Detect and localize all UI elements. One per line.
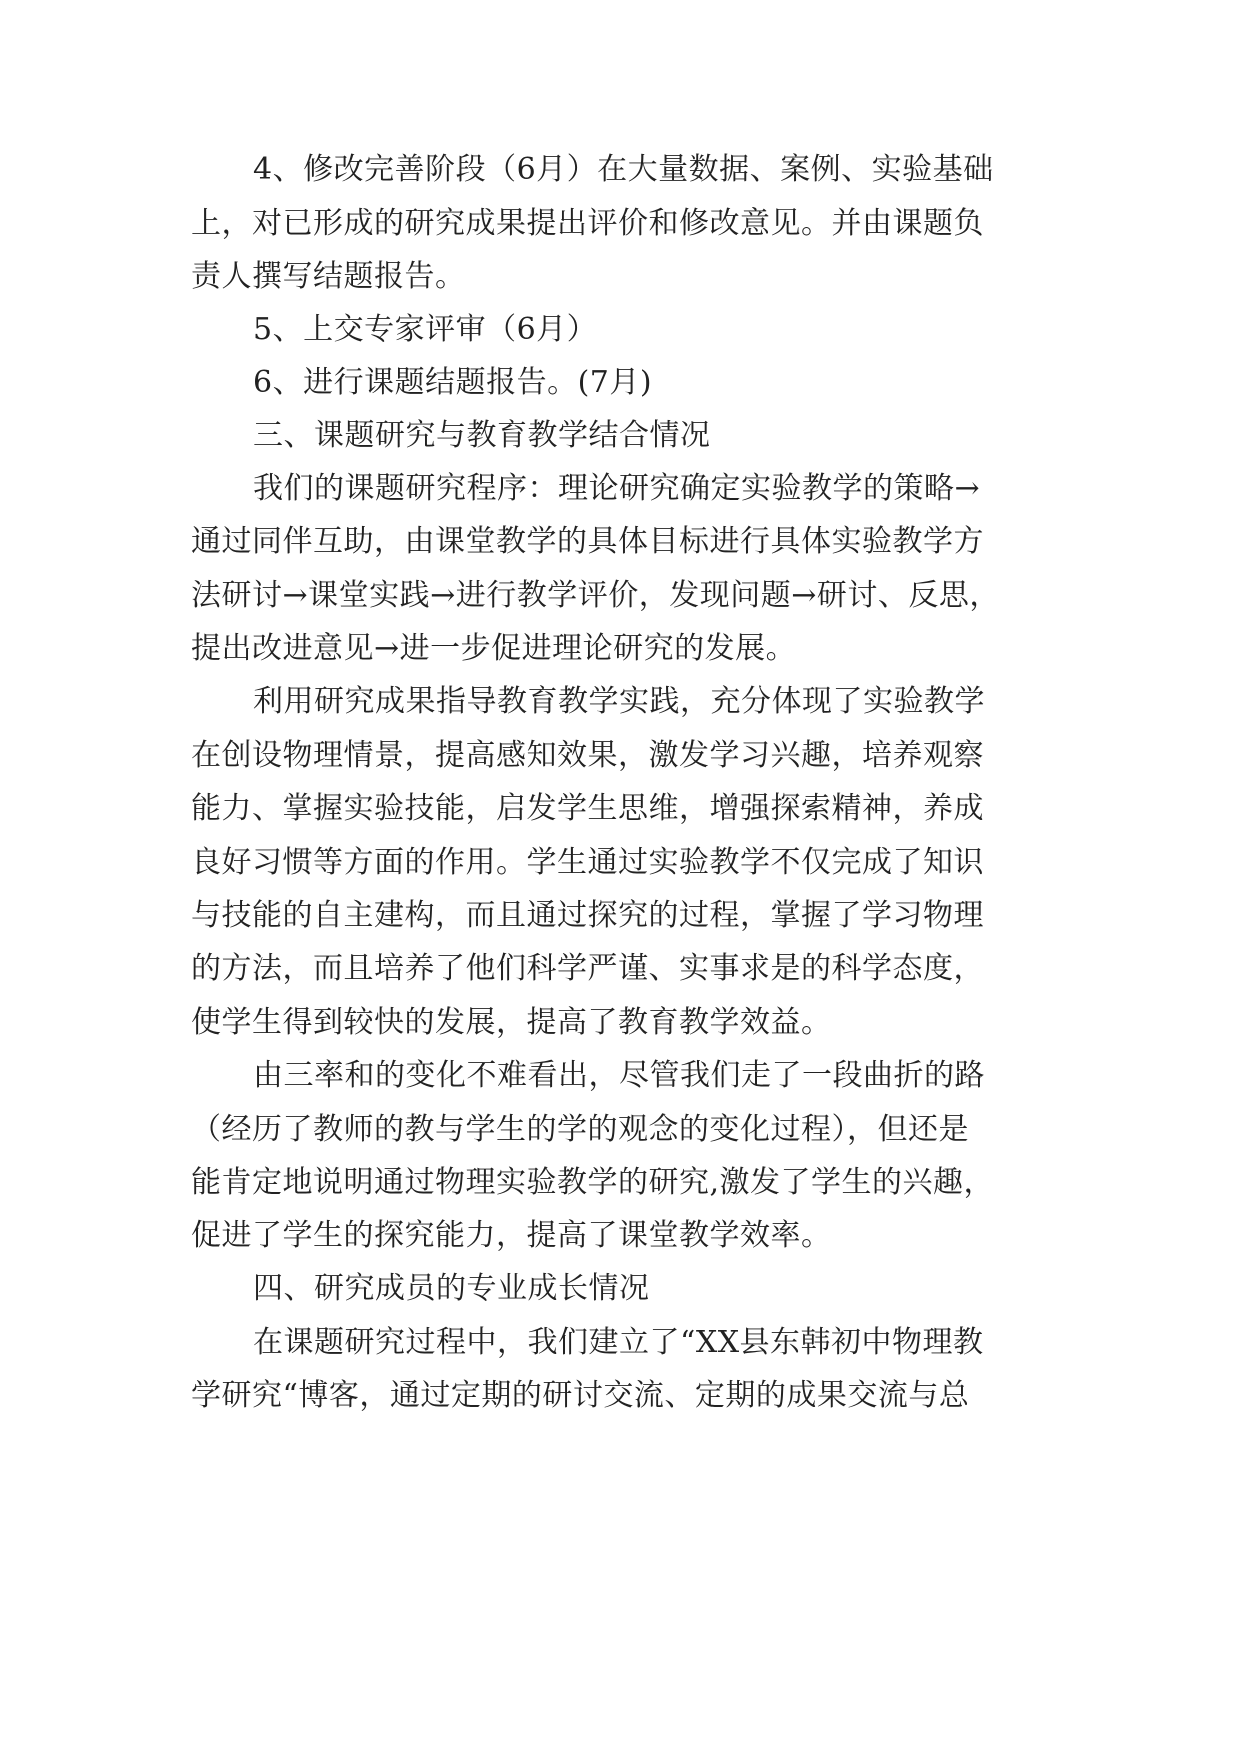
text-line: 6、进行课题结题报告。(7月) (253, 365, 653, 400)
text-line: 通过同伴互助，由课堂教学的具体目标进行具体实验教学方 (191, 524, 984, 559)
text-line: 提出改进意见→进一步促进理论研究的发展。 (191, 631, 797, 666)
text-line: 促进了学生的探究能力，提高了课堂教学效率。 (191, 1218, 832, 1253)
text-line: 的方法，而且培养了他们科学严谨、实事求是的科学态度， (191, 951, 984, 986)
text-line: 与技能的自主建构，而且通过探究的过程，掌握了学习物理 (191, 898, 984, 933)
text-line: 学研究“博客，通过定期的研讨交流、定期的成果交流与总 (191, 1378, 970, 1413)
text-line: 5、上交专家评审（6月） (253, 312, 598, 347)
text-line: 我们的课题研究程序：理论研究确定实验教学的策略→ (253, 471, 981, 506)
text-line: 上，对已形成的研究成果提出评价和修改意见。并由课题负 (191, 206, 984, 241)
text-line: 4、修改完善阶段（6月）在大量数据、案例、实验基础 (253, 152, 994, 187)
text-line: （经历了教师的教与学生的学的观念的变化过程），但还是 (191, 1112, 969, 1147)
text-line: 在创设物理情景，提高感知效果，激发学习兴趣，培养观察 (191, 738, 984, 773)
text-line: 能力、掌握实验技能，启发学生思维，增强探索精神，养成 (191, 791, 984, 826)
text-line: 使学生得到较快的发展，提高了教育教学效益。 (191, 1005, 832, 1040)
text-line: 四、研究成员的专业成长情况 (253, 1271, 650, 1306)
text-line: 在课题研究过程中，我们建立了“XX县东韩初中物理教 (253, 1325, 984, 1360)
text-line: 良好习惯等方面的作用。学生通过实验教学不仅完成了知识 (191, 845, 984, 880)
text-line: 法研讨→课堂实践→进行教学评价，发现问题→研讨、反思， (191, 578, 1000, 613)
text-line: 三、课题研究与教育教学结合情况 (253, 418, 711, 453)
text-line: 责人撰写结题报告。 (191, 259, 466, 294)
text-line: 由三率和的变化不难看出，尽管我们走了一段曲折的路 (253, 1058, 985, 1093)
text-line: 利用研究成果指导教育教学实践，充分体现了实验教学 (253, 684, 985, 719)
text-line: 能肯定地说明通过物理实验教学的研究,激发了学生的兴趣， (191, 1165, 995, 1200)
